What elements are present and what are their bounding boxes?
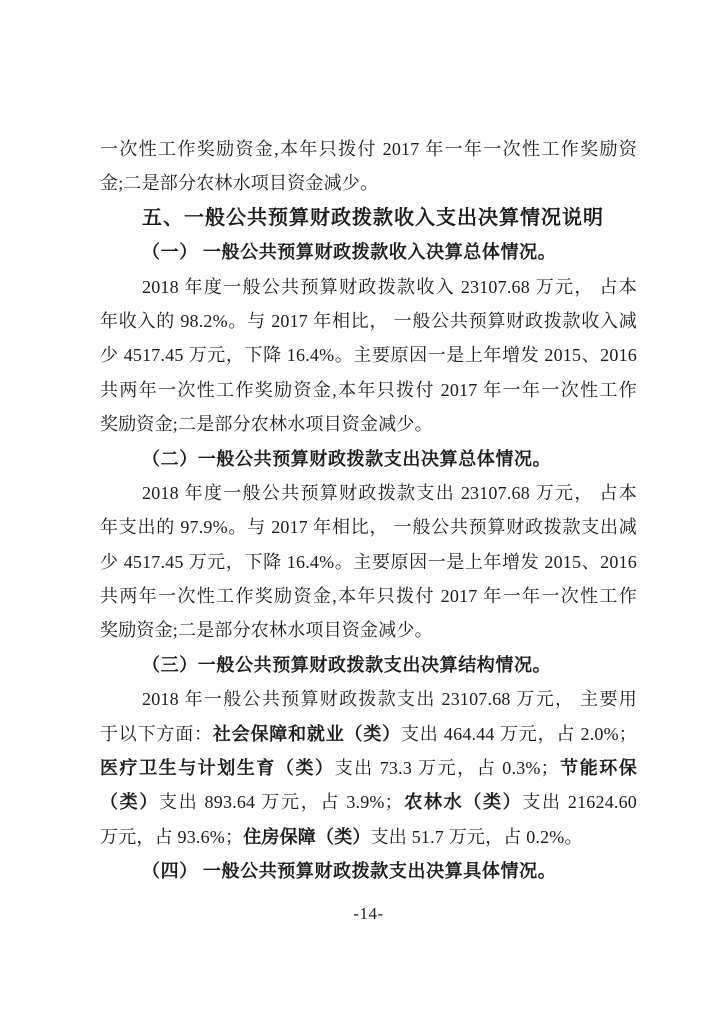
text-run: 2018 年度一般公共预算财政拨款收入 23107.68 万元， 占本	[142, 276, 637, 297]
text-run: 万元，占 93.6%；	[100, 826, 244, 847]
text-run: 年支出的 97.9%。与 2017 年相比， 一般公共预算财政拨款支出减	[100, 517, 637, 538]
heading-text: （一） 一般公共预算财政拨款收入决算总体情况。	[142, 242, 557, 263]
heading-text: （二）一般公共预算财政拨款支出决算总体情况。	[142, 448, 552, 469]
category-housing-security: 住房保障（类）	[243, 826, 371, 847]
paragraph-line	[100, 407, 637, 441]
paragraph-line	[100, 270, 637, 304]
heading-text: （三）一般公共预算财政拨款支出决算结构情况。	[142, 654, 552, 675]
paragraph-line	[100, 717, 637, 751]
category-suffix: （类）	[100, 792, 160, 813]
paragraph-line	[100, 373, 637, 407]
heading-text: （四） 一般公共预算财政拨款支出决算具体情况。	[142, 861, 557, 882]
category-energy-conservation: 节能环保	[558, 758, 638, 779]
paragraph-line	[100, 304, 637, 338]
paragraph-line	[100, 476, 637, 510]
text-run: 奖励资金;二是部分农林水项目资金减少。	[100, 620, 433, 641]
text-run: 年收入的 98.2%。与 2017 年相比， 一般公共预算财政拨款收入减	[100, 310, 637, 331]
text-run: 支出 464.44 万元，占 2.0%；	[401, 723, 638, 744]
document-body	[100, 132, 637, 889]
paragraph-line	[100, 820, 637, 854]
category-health: 医疗卫生与计划生育（类）	[100, 758, 335, 779]
text-run: 支出 51.7 万元，占 0.2%。	[370, 826, 583, 847]
paragraph-line	[100, 132, 637, 166]
text-run: 奖励资金;二是部分农林水项目资金减少。	[100, 414, 433, 435]
paragraph-line	[100, 613, 637, 647]
text-run: 共两年一次性工作奖励资金,本年只拨付 2017 年一年一次性工作	[100, 379, 637, 400]
subsection-heading-four	[100, 854, 637, 888]
text-run: 支出 73.3 万元，占 0.3%；	[334, 758, 559, 779]
category-social-security: 社会保障和就业（类）	[212, 723, 401, 744]
subsection-heading-one	[100, 235, 637, 269]
text-run: 共两年一次性工作奖励资金,本年只拨付 2017 年一年一次性工作	[100, 586, 637, 607]
paragraph-line	[100, 166, 637, 200]
subsection-heading-three	[100, 648, 637, 682]
paragraph-line	[100, 682, 637, 716]
paragraph-line	[100, 579, 637, 613]
text-run: 支出 21624.60	[522, 792, 638, 813]
paragraph-line	[100, 545, 637, 579]
paragraph-line	[100, 510, 637, 544]
text-run: 一次性工作奖励资金,本年只拨付 2017 年一年一次性工作奖励资	[100, 139, 637, 159]
heading-text: 五、一般公共预算财政拨款收入支出决算情况说明	[142, 206, 604, 229]
page-number: -14-	[353, 904, 384, 923]
text-run: 少 4517.45 万元，下降 16.4%。主要原因一是上年增发 2015、2016	[100, 345, 637, 366]
text-run: 2018 年度一般公共预算财政拨款支出 23107.68 万元， 占本	[142, 482, 637, 503]
subsection-heading-two	[100, 442, 637, 476]
text-run: 金;二是部分农林水项目资金减少。	[100, 173, 379, 194]
section-heading-five	[100, 201, 637, 235]
category-agriculture-forestry-water: 农林水（类）	[402, 792, 523, 813]
paragraph-line	[100, 785, 637, 819]
paragraph-line	[100, 751, 637, 785]
text-run: 2018 年一般公共预算财政拨款支出 23107.68 万元， 主要用	[142, 689, 637, 710]
text-run: 支出 893.64 万元，占 3.9%；	[159, 792, 403, 813]
text-run: 少 4517.45 万元，下降 16.4%。主要原因一是上年增发 2015、2016	[100, 551, 637, 572]
paragraph-line	[100, 338, 637, 372]
text-run: 于以下方面：	[100, 723, 213, 744]
